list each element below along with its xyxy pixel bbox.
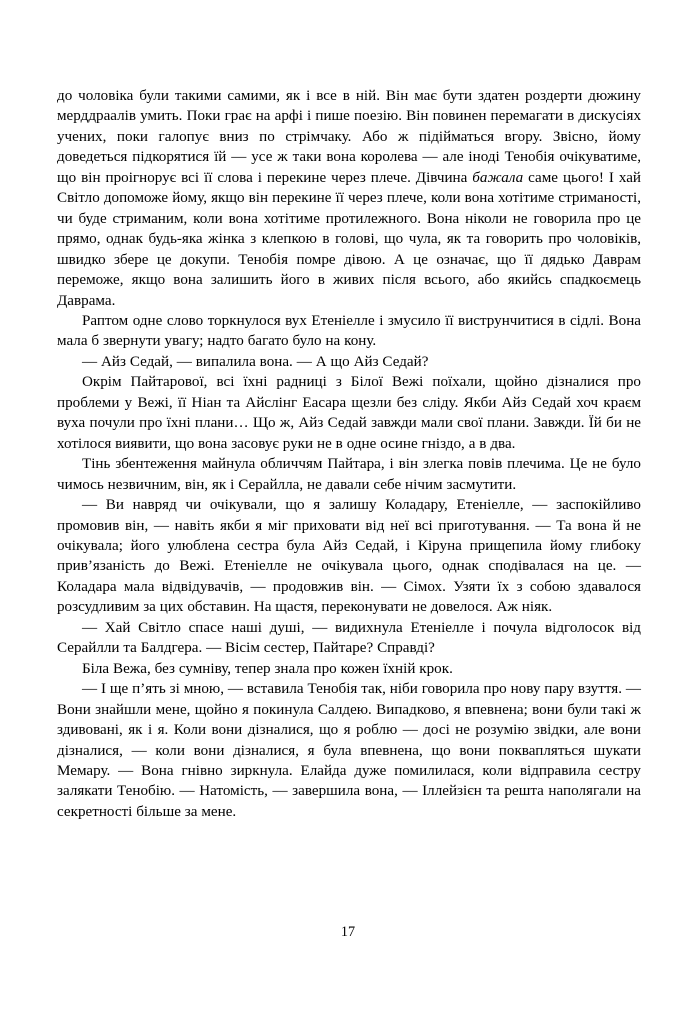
paragraph-5: Тінь збентеження майнула обличчям Пайтара, і він злегка повів плечима. Це не було чимось незвичним, він, як і Серайлла, не давали себе нічим засмутити.	[57, 456, 641, 493]
paragraph-7-dialogue: — Хай Світло спасе наші душі, — видихнула Етеніелле і почула відголосок від Серайлли та Балдгера. — Вісім сестер, Пайтаре? Справді?	[57, 619, 641, 657]
page-text-block	[57, 86, 641, 822]
paragraph-4: Окрім Пайтарової, всі їхні радниці з Білої Вежі поїхали, щойно дізналися про проблеми у Вежі, її Ніан та Айслінг Еасара щезли без сліду. Якби Айз Седай хоч краєм вуха почули про їхні плани… Що ж, Айз Седай завжди мали свої плани. Завжди. Їй би не хотілося виявити, що вона засовує руки не в одне осине гніздо, а в два.	[57, 374, 641, 452]
paragraph-6-dialogue: — Ви навряд чи очікували, що я залишу Коладару, Етеніелле, — заспокійливо промовив він, — навіть якби я міг приховати від неї всі приготування. — Та вона й не очікувала; його улюблена сестра була Айз Седай, і Кіруна прищепила йому глибоку прив’язаність до Вежі. Етеніелле не очікувала цього, однак сподівалася на це. — Коладара мала відвідувачів, — продовжив він. — Сімох. Узяти їх з собою здавалося розсудливим за цих обставин. На щастя, переконувати не довелося. Аж ніяк.	[57, 497, 641, 616]
paragraph-9-dialogue: — І ще п’ять зі мною, — вставила Тенобія так, ніби говорила про нову пару взуття. — Вони знайшли мене, щойно я покинула Салдею. Випадково, я впевнена; вони були такі ж здивовані, як і я. Коли вони дізналися, що я роблю — досі не розумію звідки, але вони дізналися, — коли вони дізналися, я була впевнена, що вони поквапляться шукати Мемару. — Вона гнівно зиркнула. Елайда дуже помилилася, коли відправила сестру залякати Тенобію. — Натомість, — завершила вона, — Іллейзієн та решта наполягали на секретності більше за мене.	[57, 681, 641, 820]
paragraph-1-part-b: саме цього! І хай Світло допоможе йому, якщо він перекине її через плече, коли вона хотітиме стриманості, чи буде стриманим, коли вона хотітиме протилежного. Вона ніколи не говорила про це прямо, однак будь-яка жінка з клепкою в голові, що чула, як та говорить про чоловіків, швидко збере це докупи. Тенобія помре дівою. А це означає, що її дядько Даврам переможе, якщо вона залишить його в живих після всього, або якийсь спадкоємець Даврама.	[57, 169, 641, 309]
paragraph-8: Біла Вежа, без сумніву, тепер знала про кожен їхній крок.	[82, 660, 453, 677]
paragraph-1-emphasis: бажала	[472, 169, 524, 186]
page-number: 17	[340, 924, 356, 940]
paragraph-1	[57, 86, 641, 311]
paragraph-1-part-a: до чоловіка були такими самими, як і все в ній. Він має бути здатен роздерти дюжину мерддраалів умить. Поки грає на арфі і пише поезію. Він повинен перемагати в дискусіях учених, поки галопує вниз по стрімчаку. Або ж підійматься вгору. Звісно, йому доведеться підкорятися їй — усе ж таки вона королева — але іноді Тенобія очікуватиме, що він проігнорує всі її слова і перекине через плече. Дівчина	[57, 88, 641, 186]
paragraph-3-dialogue: — Айз Седай, — випалила вона. — А що Айз Седай?	[82, 353, 429, 370]
paragraph-2: Раптом одне слово торкнулося вух Етеніелле і змусило її виструнчитися в сідлі. Вона мала б звернути увагу; надто багато було на кону.	[57, 312, 641, 350]
